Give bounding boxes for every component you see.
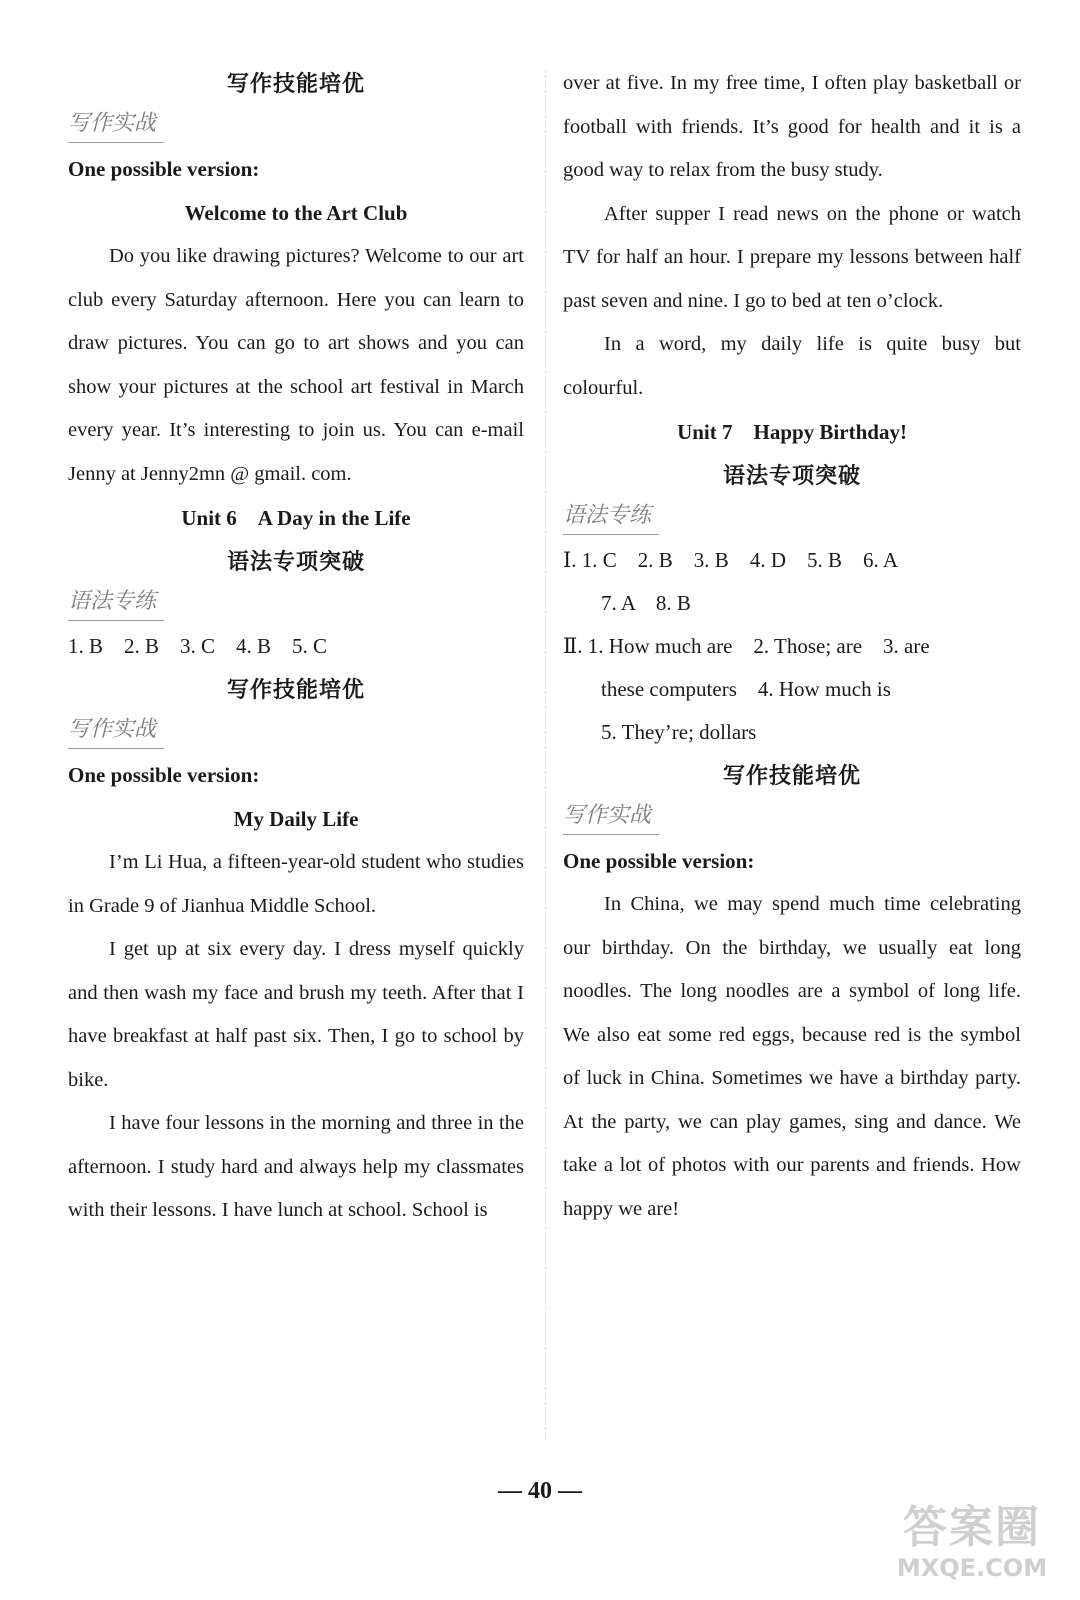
site-watermark-logo [882, 1502, 1062, 1592]
unit-6-title: Unit 6 A Day in the Life [181, 506, 411, 530]
watermark-top-text: 答案圈 [903, 1502, 1041, 1553]
subsection-writing-practice: 写作实战 [68, 106, 164, 143]
possible-version-label: One possible version: [68, 763, 260, 787]
grammar-answers [68, 625, 524, 668]
watermark-bottom-text: MXQE.COM [896, 1554, 1048, 1582]
section-heading-grammar: 语法专项突破 [722, 463, 861, 489]
subsection-grammar-practice: 语法专练 [563, 498, 659, 535]
essay-paragraph: I get up at six every day. I dress myself quickly and then wash my face and brush my teeth. After that I have breakfast at half past six. Then, I go to school by bike. [68, 938, 524, 1091]
answer-row: Ⅱ. 1. How much are 2. Those; are 3. are [563, 634, 930, 658]
section-heading-grammar: 语法专项突破 [226, 549, 365, 575]
answer-row: Ⅰ. 1. C 2. B 3. B 4. D 5. B 6. A [563, 548, 898, 572]
essay-paragraph: After supper I read news on the phone or watch TV for half an hour. I prepare my lessons between half past seven and nine. I go to bed at ten o’clock. [563, 202, 1021, 312]
answer-row: these computers 4. How much is [601, 677, 891, 701]
subsection-writing-practice: 写作实战 [68, 712, 164, 749]
section-heading-writing: 写作技能培优 [226, 677, 365, 703]
answer-row: 1. B 2. B 3. C 4. B 5. C [68, 634, 328, 658]
left-column [68, 62, 524, 1233]
column-divider [545, 70, 546, 1440]
essay-paragraph: In a word, my daily life is quite busy but colourful. [563, 333, 1021, 399]
section-heading-writing: 写作技能培优 [226, 71, 365, 97]
unit-7-title: Unit 7 Happy Birthday! [677, 420, 907, 444]
essay-title-daily-life: My Daily Life [233, 807, 359, 831]
essay-paragraph-continued: over at five. In my free time, I often play basketball or football with friends. It’s good for health and it is a good way to relax from the busy study. [563, 72, 1021, 181]
possible-version-label: One possible version: [68, 157, 260, 181]
right-column [563, 62, 1021, 1231]
essay-paragraph: Do you like drawing pictures? Welcome to our art club every Saturday afternoon. Here you can learn to draw pictures. You can go to art shows and you can show your pictures at the school art festival in March every year. It’s interesting to join us. You can e-mail Jenny at Jenny2mn @ gmail. com. [68, 245, 524, 485]
subsection-grammar-practice: 语法专练 [68, 584, 164, 621]
grammar-answers [563, 539, 1021, 754]
essay-paragraph: I have four lessons in the morning and three in the afternoon. I study hard and always help my classmates with their lessons. I have lunch at school. School is [68, 1112, 524, 1221]
page-number: — 40 — [498, 1478, 582, 1504]
section-heading-writing: 写作技能培优 [722, 763, 861, 789]
answer-row: 7. A 8. B [601, 591, 691, 615]
subsection-writing-practice: 写作实战 [563, 798, 659, 835]
essay-paragraph: In China, we may spend much time celebrating our birthday. On the birthday, we usually eat long noodles. The long noodles are a symbol of long life. We also eat some red eggs, because red is the symbol of luck in China. Sometimes we have a birthday party. At the party, we can play games, sing and dance. We take a lot of photos with our parents and friends. How happy we are! [563, 893, 1021, 1220]
essay-paragraph: I’m Li Hua, a fifteen-year-old student who studies in Grade 9 of Jianhua Middle School. [68, 851, 524, 917]
answer-row: 5. They’re; dollars [601, 720, 757, 744]
essay-title-art-club: Welcome to the Art Club [184, 201, 408, 225]
possible-version-label: One possible version: [563, 849, 755, 873]
